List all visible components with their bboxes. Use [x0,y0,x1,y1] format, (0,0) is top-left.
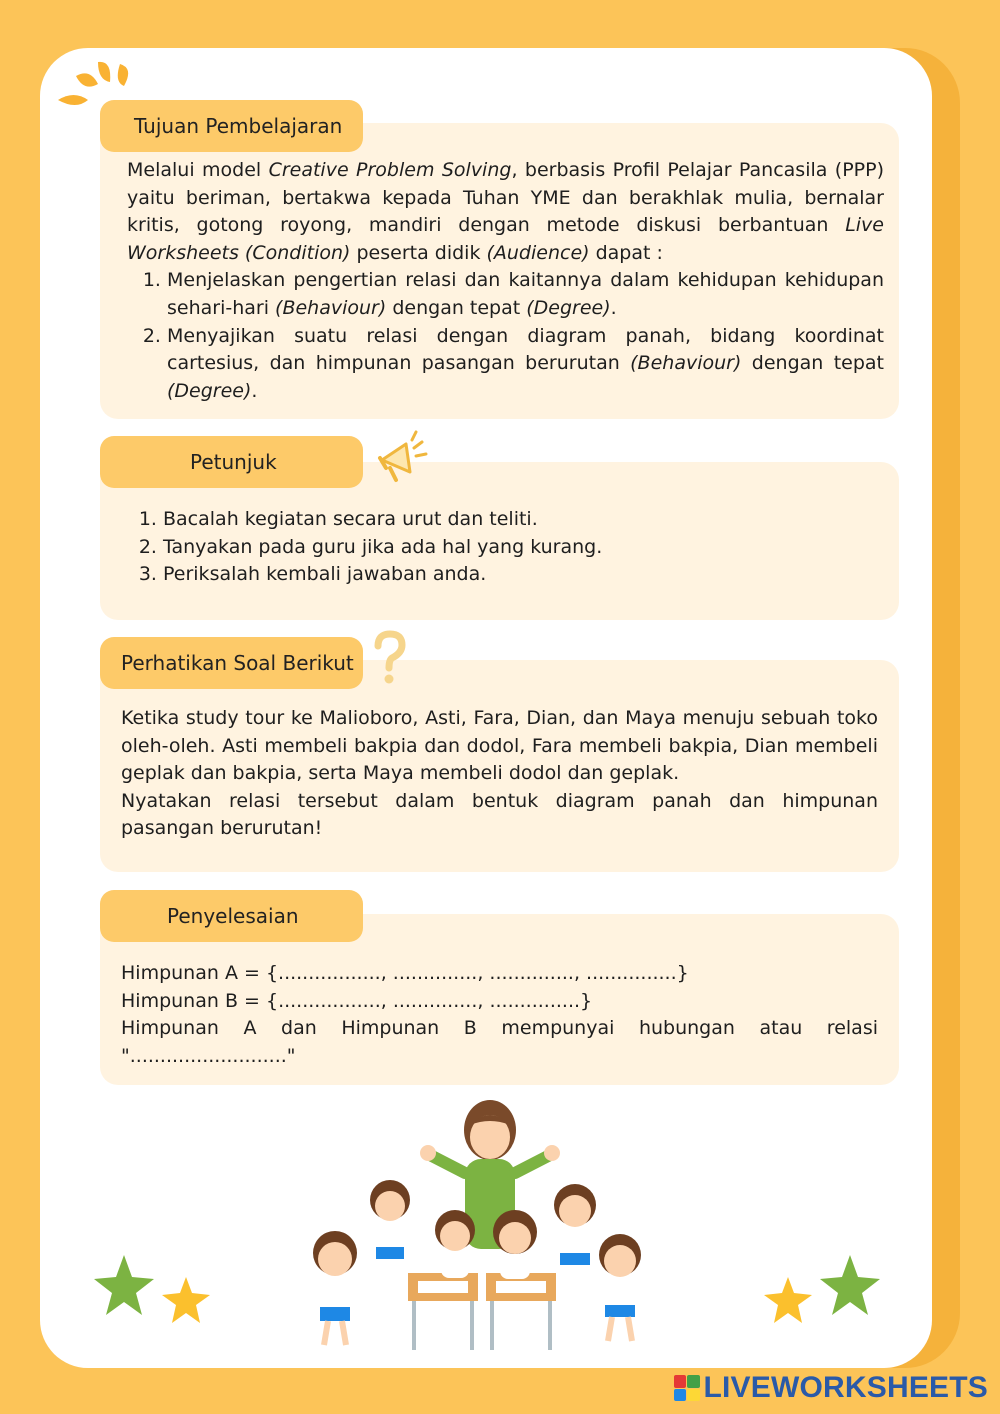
item-behaviour: (Behaviour) [275,296,387,319]
item-text: Menjelaskan pengertian relasi dan kaitannya dalam kehidupan kehidupan sehari-hari [167,269,884,319]
item-degree: (Degree) [167,379,252,402]
star-decoration-right-icon [760,1255,880,1335]
intro-text: dapat : [589,241,663,264]
item-behaviour: (Behaviour) [630,352,742,375]
intro-audience: (Audience) [486,241,590,264]
list-item: 1. Bacalah kegiatan secara urut dan teliti. [163,506,863,534]
item-text: dengan tepat [386,296,527,319]
problem-question: Nyatakan relasi tersebut dalam bentuk diagram panah dan himpunan pasangan berurutan! [121,789,878,840]
liveworksheets-mark-icon [674,1375,700,1401]
set-a-answer-line[interactable]: Himpunan A = {................., .............., .............., ...............} [121,962,689,984]
item-text: dengan tepat [741,352,884,375]
instructions-text [123,506,863,589]
set-b-answer-line[interactable]: Himpunan B = {................., .............., ...............} [121,989,593,1012]
list-item [167,267,884,322]
list-item: 2. Tanyakan pada guru jika ada hal yang kurang. [163,534,863,562]
item-text: . [251,379,258,402]
intro-text: peserta didik [350,241,487,264]
intro-model: Creative Problem Solving [268,159,512,181]
problem-header: Perhatikan Soal Berikut [100,637,363,689]
item-text: Menyajikan suatu relasi dengan diagram panah, bidang koordinat cartesius, dan himpunan pasangan berurutan [167,324,884,375]
liveworksheets-logo [674,1370,989,1406]
solution-text [121,960,878,1070]
teacher-children-illustration [290,1095,690,1360]
intro-text: , berbasis Profil Pelajar Pancasila (PPP) yaitu beriman, bertakwa kepada Tuhan YME dan berakhlak mulia, bernalar kritis, gotong royong, mandiri dengan metode diskusi berbantuan [127,159,884,237]
intro-text: Melalui model [127,159,269,181]
list-item: 3. Periksalah kembali jawaban anda. [163,561,863,589]
learning-goals-list [127,267,884,405]
star-decoration-left-icon [94,1255,214,1335]
item-text: . [610,296,617,319]
instructions-list [123,506,863,589]
intro-condition: Live Worksheets (Condition) [127,214,884,264]
relation-answer-line[interactable]: Himpunan A dan Himpunan B mempunyai hubungan atau relasi ".........................." [121,1017,878,1067]
item-degree: (Degree) [526,296,611,319]
learning-goals-header: Tujuan Pembelajaran [100,100,363,152]
list-item [167,323,884,406]
problem-paragraph: Ketika study tour ke Malioboro, Asti, Fara, Dian, dan Maya menuju sebuah toko oleh-oleh. Asti membeli bakpia dan dodol, Fara membeli bakpia, Dian membeli geplak dan bakpia, serta Maya membeli dodol dan geplak. [121,707,878,785]
instructions-header: Petunjuk [100,436,363,488]
liveworksheets-brand-text: LIVEWORKSHEETS [703,1371,988,1404]
learning-goals-intro [127,157,884,267]
question-mark-icon [370,630,410,686]
learning-goals-text [127,157,884,405]
megaphone-icon [376,430,430,484]
solution-header: Penyelesaian [100,890,363,942]
problem-text [121,705,878,843]
